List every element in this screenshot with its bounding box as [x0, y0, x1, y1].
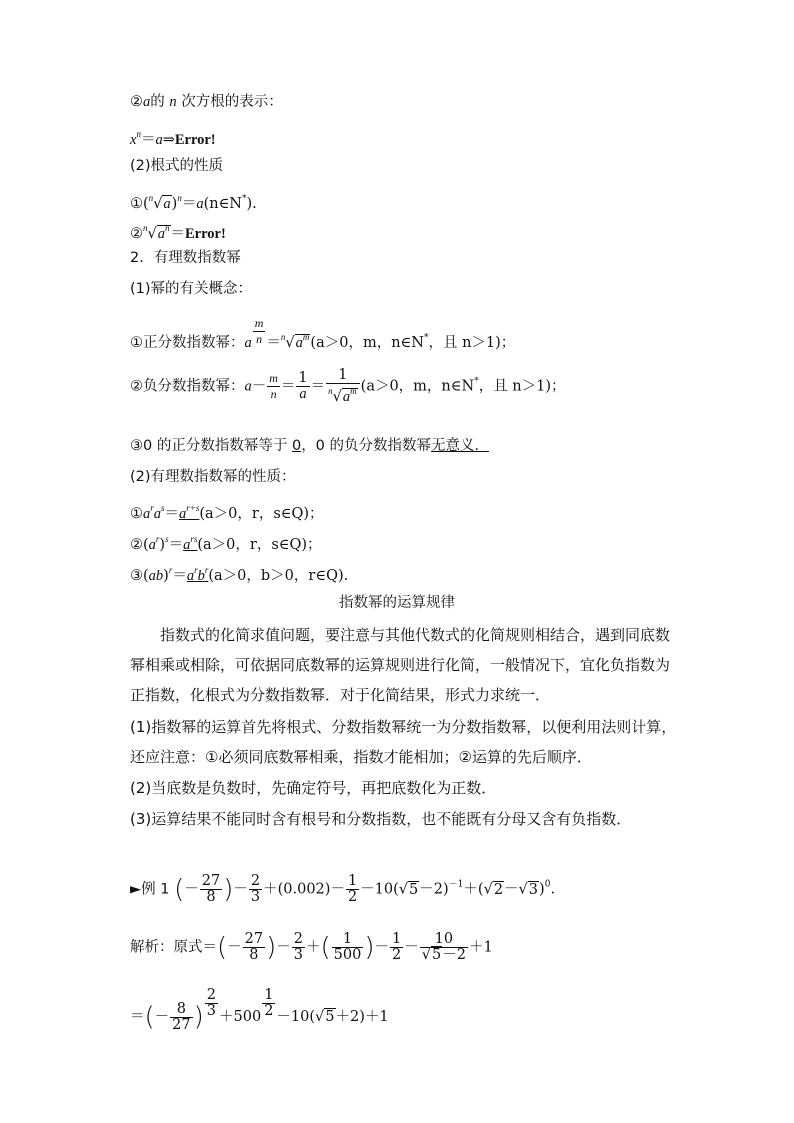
paren: )	[159, 537, 166, 553]
circled-number: ②	[130, 94, 143, 110]
radicand: 5	[325, 1009, 335, 1025]
condition: (a＞0，r，s∈Q)；	[199, 506, 324, 522]
numerator: 2	[293, 931, 303, 947]
text: 次方根的表示：	[181, 94, 283, 110]
numerator: 1	[392, 931, 402, 947]
line-x-power-n	[130, 124, 216, 150]
paren: )	[223, 874, 234, 905]
paragraph-rule-1b: 还应注意：①必须同底数幂相乘，指数才能相加；②运算的先后顺序．	[130, 748, 592, 766]
paragraph-rule-1a: (1)指数幂的运算首先将根式、分数指数幂统一为分数指数幂，以便利用法则计算，	[130, 718, 677, 736]
exponent: m	[302, 332, 310, 342]
numerator: 1	[347, 873, 358, 889]
denominator: 2	[347, 889, 358, 905]
exponent: n	[165, 223, 170, 233]
var-a: a	[196, 196, 204, 212]
answer-blank: 0	[291, 438, 302, 454]
term: －10(	[360, 881, 399, 898]
text: ③0 的正分数指数幂等于	[130, 438, 292, 454]
denominator: 2	[392, 947, 402, 963]
equals: ＝	[266, 335, 281, 351]
numerator: m	[254, 316, 264, 330]
line-positive-fraction-exp	[130, 316, 515, 353]
root-index: n	[148, 193, 154, 203]
term: －2)	[419, 881, 449, 898]
exponent: n	[177, 193, 182, 203]
line-property-1	[130, 188, 257, 214]
minus: －	[330, 881, 345, 898]
exponent: －1	[448, 879, 464, 890]
radicand: 2	[493, 881, 504, 898]
equals: ＝	[280, 378, 296, 395]
condition: ，且 n＞1)；	[428, 335, 516, 351]
minus: －	[227, 939, 242, 956]
fraction	[296, 371, 309, 402]
solution-label: 解析：原式＝	[130, 939, 217, 956]
paren: )	[266, 932, 277, 963]
term: －2	[442, 947, 466, 963]
fraction	[200, 874, 222, 905]
minus: －	[233, 881, 248, 898]
radical-sign: √	[147, 226, 157, 242]
star: *	[423, 333, 429, 343]
period: .	[550, 881, 556, 898]
radicand: 5	[409, 881, 419, 898]
denominator: 3	[293, 947, 303, 963]
line-zero-power	[130, 436, 489, 456]
denominator: 3	[206, 1003, 216, 1019]
answer-base: a	[179, 506, 187, 522]
example-1: ►例 1 (－ $\frac{27}{8}$ )－ $\frac{2}{3}$ ＋(0.002)－ $\frac{1}{2}$ $-10(√5-2)^{-1}+(√2-√3)^0$.	[130, 873, 556, 905]
fraction-exponent	[205, 988, 218, 1019]
label: ②负分数指数幂：	[130, 378, 245, 395]
line-exp-property-3	[130, 560, 348, 586]
section-rational-exponents: 2．有理数指数幂	[130, 250, 241, 266]
term: ＋(	[463, 881, 484, 898]
fraction	[243, 932, 265, 963]
denominator: $^n√a^m$	[328, 386, 357, 405]
fraction	[346, 874, 359, 905]
answer-base: b	[197, 568, 205, 584]
paren: )	[171, 196, 178, 212]
base-a: a	[244, 378, 252, 395]
paragraph-rule-3: (3)运算结果不能同时含有根号和分数指数，也不能既有分母又含有负指数．	[130, 810, 632, 828]
condition: (a＞0，m，n∈N	[310, 335, 424, 351]
numerator: 10	[420, 932, 468, 948]
error-text: Error!	[174, 132, 216, 148]
fraction-exponent	[253, 316, 266, 347]
numerator: 27	[244, 931, 264, 947]
radicand: a	[295, 335, 303, 351]
term: )	[539, 881, 545, 898]
minus: －	[276, 939, 291, 956]
fraction	[390, 932, 403, 963]
denominator: 8	[249, 947, 259, 963]
text: ，0 的负分数指数幂	[301, 438, 432, 454]
base-a: a	[153, 506, 162, 522]
equals: ＝	[130, 1009, 145, 1025]
line-exp-property-1	[130, 498, 324, 524]
equals: ＝	[310, 378, 326, 395]
fraction	[326, 368, 360, 405]
minus: －	[404, 939, 419, 956]
radical-sign: √	[153, 196, 163, 212]
exp-r: r	[150, 503, 154, 513]
exp-s: s	[161, 503, 165, 513]
fraction	[170, 1002, 192, 1033]
base-a: a	[143, 506, 151, 522]
answer-exp: r	[204, 565, 209, 575]
fraction-exponent	[267, 371, 280, 402]
term: ＋2)＋1	[335, 1009, 389, 1025]
fraction-exponent	[262, 988, 275, 1019]
equals: ＝	[170, 226, 185, 242]
equals: ＝	[164, 506, 180, 522]
line-exp-properties: (2)有理数指数幂的性质：	[130, 469, 296, 485]
circled-number: ②(	[130, 537, 149, 553]
base-a: a	[148, 537, 156, 553]
line-property-2	[130, 218, 226, 244]
paren: (	[144, 1002, 155, 1032]
answer-base: a	[186, 568, 195, 584]
paren: )	[163, 568, 169, 584]
radical-sign: √	[285, 335, 295, 351]
radicand: a	[157, 226, 165, 242]
minus: －	[184, 881, 199, 898]
var-x: x	[130, 132, 137, 148]
exponent: 0	[544, 879, 551, 890]
denominator: n	[270, 387, 277, 401]
star: *	[474, 376, 479, 387]
fraction	[249, 874, 262, 905]
denominator: 27	[172, 1016, 191, 1033]
line-negative-fraction-exp	[130, 368, 566, 405]
fraction	[332, 932, 364, 963]
line-exp-property-2	[130, 529, 322, 555]
condition: (a＞0，m，n∈N	[360, 378, 475, 395]
numerator: 1	[332, 932, 364, 948]
plus: ＋	[306, 939, 321, 956]
error-text: Error!	[185, 226, 226, 242]
root-index: n	[143, 223, 148, 233]
equals: ＝	[172, 568, 187, 584]
condition: (a＞0，r，s∈Q)；	[197, 537, 322, 553]
numerator: 2	[250, 873, 261, 889]
radicand: a	[163, 196, 171, 212]
radicand: a	[342, 389, 351, 405]
exp-s: s	[165, 534, 169, 544]
paren: (	[217, 932, 228, 963]
exponent: m	[350, 386, 357, 396]
var-a: a	[143, 94, 151, 110]
denominator: a	[299, 386, 307, 402]
circled-number: ②	[130, 226, 143, 242]
numerator: 2	[206, 987, 216, 1003]
solution-line-1	[130, 932, 493, 963]
paragraph-rule-2: (2)当底数是负数时，先确定符号，再把底数化为正数．	[130, 779, 497, 797]
condition: (a＞0，b＞0，r∈Q).	[208, 568, 349, 584]
answer-exp: r+s	[186, 503, 200, 513]
numerator: 8	[170, 1002, 192, 1018]
numerator: 1	[264, 987, 274, 1003]
var-a: a	[155, 132, 163, 148]
answer-exp: r	[194, 565, 198, 575]
circled-number: ①	[130, 506, 143, 522]
paren: (	[174, 874, 185, 905]
denominator: 8	[206, 889, 216, 905]
numerator: 1	[326, 368, 360, 384]
root-index: n	[280, 332, 286, 342]
denominator: 500	[333, 947, 362, 963]
term: －10(	[276, 1009, 316, 1025]
answer-base: a	[183, 537, 191, 553]
line-concepts: (1)幂的有关概念：	[130, 281, 253, 297]
circled-number: ①(	[130, 196, 149, 212]
solution-line-2: ＝(－ $\frac{8}{27}$ ) $\frac{2}{3}$ ＋500 $\frac{1}{2}$ －10(√5＋2)＋1	[130, 987, 389, 1033]
base-a: a	[244, 335, 252, 351]
base-ab: ab	[148, 568, 164, 584]
radicand: 5	[431, 947, 442, 963]
exp-r: r	[155, 534, 160, 544]
var-n: n	[169, 94, 177, 110]
plus: ＋	[263, 881, 278, 898]
answer-exp: rs	[190, 534, 198, 544]
minus: －	[154, 1009, 170, 1025]
paren: (	[320, 932, 331, 963]
minus: －	[504, 881, 519, 898]
heading-exp-rules: 指数幂的运算规律	[339, 595, 455, 611]
numerator: m	[269, 371, 278, 385]
exp-r: r	[168, 565, 173, 575]
denominator: n	[256, 332, 263, 346]
paren: )	[364, 932, 375, 963]
star: *	[242, 194, 247, 204]
denominator: 3	[250, 889, 261, 905]
numerator: 1	[298, 370, 308, 386]
condition: ，且 n＞1)；	[478, 378, 566, 395]
radicand: 3	[528, 881, 539, 898]
numerator: 27	[201, 873, 221, 889]
example-label: ►例 1	[130, 881, 170, 898]
text: 的	[150, 94, 165, 110]
implies: ⇒	[162, 132, 175, 148]
label: ①正分数指数幂：	[130, 335, 245, 351]
exponent-n: n	[136, 129, 141, 139]
circled-number: ③(	[130, 568, 149, 584]
root-index: n	[328, 386, 333, 396]
answer-blank: 无意义．	[431, 438, 490, 454]
fraction	[292, 932, 305, 963]
fraction	[420, 932, 468, 963]
line-radical-properties: (2)根式的性质	[130, 158, 224, 174]
term: ＋1	[468, 939, 493, 956]
denominator: √5－2	[421, 947, 466, 963]
condition: (n∈N	[203, 196, 242, 212]
minus: －	[251, 378, 267, 395]
term: ＋500	[219, 1009, 262, 1025]
term: (0.002)	[277, 881, 331, 898]
paren: )	[193, 1002, 204, 1032]
minus: －	[374, 939, 389, 956]
equals: ＝	[181, 196, 197, 212]
equals: ＝	[140, 132, 156, 148]
equals: ＝	[168, 537, 184, 553]
paragraph-intro: 指数式的化简求值问题，要注意与其他代数式的化简规则相结合，遇到同底数幂相乘或相除，可依据同底数幂的运算规则进行化简，一般情况下，宜化负指数为正指数，化根式为分数指数幂．对于化简结果，形式力求统一．	[130, 626, 671, 704]
end: ).	[246, 196, 257, 212]
denominator: 2	[264, 1003, 274, 1019]
line-nth-root-notation	[130, 92, 283, 112]
